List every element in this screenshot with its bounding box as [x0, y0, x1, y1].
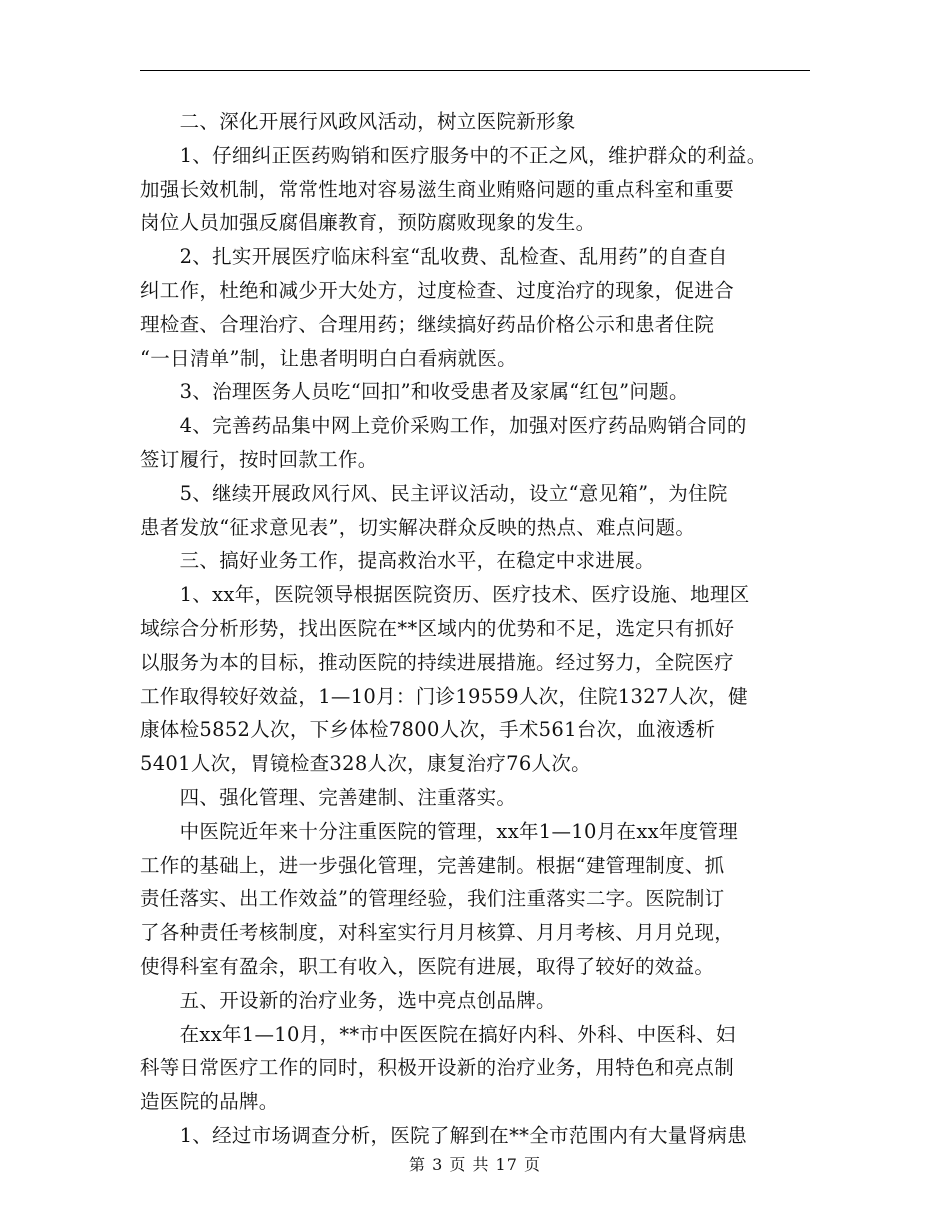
text-line: 4、完善药品集中网上竞价采购工作，加强对医疗药品购销合同的 [140, 414, 747, 438]
text-line: 签订履行，按时回款工作。 [140, 447, 378, 471]
text-line: 2、扎实开展医疗临床科室“乱收费、乱检查、乱用药”的自查自 [140, 245, 728, 269]
text-line: “一日清单”制，让患者明明白白看病就医。 [140, 346, 517, 370]
header-rule [140, 70, 810, 71]
text-line: 使得科室有盈余，职工有收入，医院有进展，取得了较好的效益。 [140, 954, 715, 978]
text-line: 造医院的品牌。 [140, 1090, 279, 1114]
text-line: 工作取得较好效益，1—10月：门诊19559人次，住院1327人次，健 [140, 684, 748, 708]
document-body [140, 105, 812, 1153]
text-line: 工作的基础上，进一步强化管理，完善建制。根据“建管理制度、抓 [140, 853, 725, 877]
page-footer: 第 3 页 共 17 页 [409, 1155, 541, 1174]
text-line: 1、经过市场调查分析，医院了解到在**全市范围内有大量肾病患 [140, 1123, 748, 1147]
text-line: 1、xx年，医院领导根据医院资历、医疗技术、医疗设施、地理区 [140, 583, 750, 607]
text-line: 科等日常医疗工作的同时，积极开设新的治疗业务，用特色和亮点制 [140, 1056, 735, 1080]
text-line: 5401人次，胃镜检查328人次，康复治疗76人次。 [140, 752, 591, 776]
text-line: 纠工作，杜绝和减少开大处方，过度检查、过度治疗的现象，促进合 [140, 278, 735, 302]
text-line: 域综合分析形势，找出医院在**区域内的优势和不足，选定只有抓好 [140, 616, 735, 640]
text-line: 理检查、合理治疗、合理用药；继续搞好药品价格公示和患者住院 [140, 312, 715, 336]
text-line: 3、治理医务人员吃“回扣”和收受患者及家属“红包”问题。 [140, 380, 689, 404]
text-line: 四、强化管理、完善建制、注重落实。 [140, 785, 517, 809]
text-line: 以服务为本的目标，推动医院的持续进展措施。经过努力，全院医疗 [140, 650, 735, 674]
text-line: 加强长效机制，常常性地对容易滋生商业贿赂问题的重点科室和重要 [140, 177, 735, 201]
text-line: 5、继续开展政风行风、民主评议活动，设立“意见箱”，为住院 [140, 481, 728, 505]
text-line: 康体检5852人次，下乡体检7800人次，手术561台次，血液透析 [140, 718, 716, 742]
text-line: 岗位人员加强反腐倡廉教育，预防腐败现象的发生。 [140, 211, 596, 235]
text-line: 1、仔细纠正医药购销和医疗服务中的不正之风，维护群众的利益。 [140, 143, 767, 167]
text-line: 责任落实、出工作效益”的管理经验，我们注重落实二字。医院制订 [140, 887, 725, 911]
text-line: 患者发放“征求意见表”，切实解决群众反映的热点、难点问题。 [140, 515, 696, 539]
text-line: 五、开设新的治疗业务，选中亮点创品牌。 [140, 988, 556, 1012]
text-line: 中医院近年来十分注重医院的管理，xx年1—10月在xx年度管理 [140, 819, 739, 843]
text-line: 三、搞好业务工作，提高救治水平，在稳定中求进展。 [140, 549, 655, 573]
text-line: 了各种责任考核制度，对科室实行月月核算、月月考核、月月兑现， [140, 921, 735, 945]
text-line: 二、深化开展行风政风活动，树立医院新形象 [140, 110, 576, 133]
text-line: 在xx年1—10月，**市中医医院在搞好内科、外科、中医科、妇 [140, 1022, 736, 1046]
